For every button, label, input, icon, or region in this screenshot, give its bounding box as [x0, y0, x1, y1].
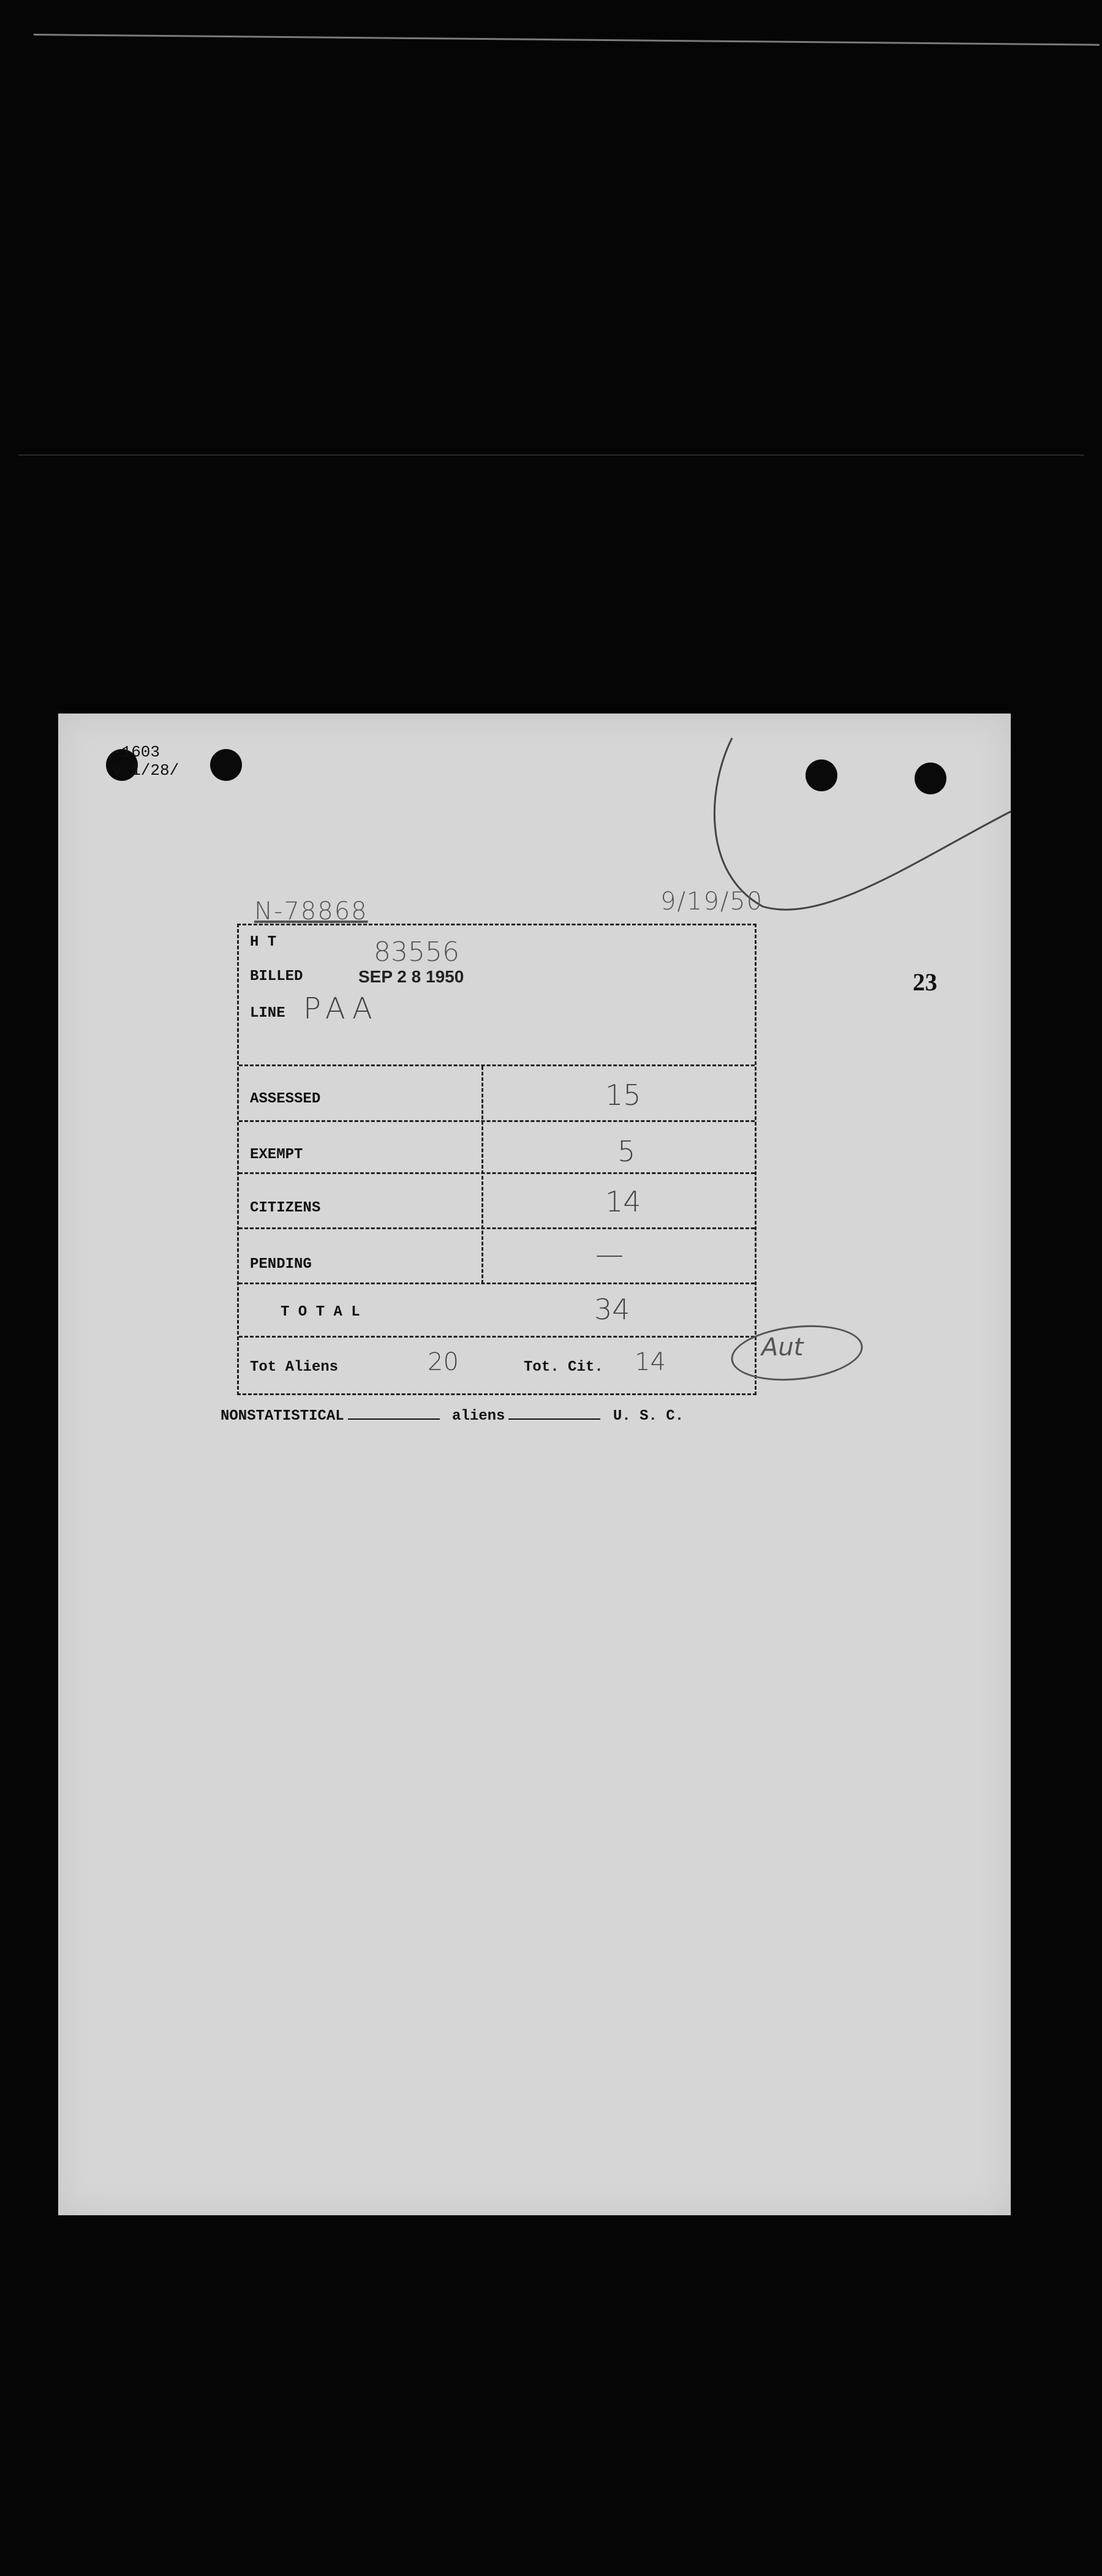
nonstatistical-line [221, 1407, 684, 1425]
aliens-label: aliens [452, 1408, 505, 1425]
assessed-label: ASSESSED [250, 1091, 321, 1107]
assessed-value: 15 [605, 1079, 641, 1112]
tot-aliens-value: 20 [428, 1348, 459, 1376]
handwritten-initials: Aut [761, 1333, 804, 1361]
row-divider [239, 1120, 755, 1122]
nonstatistical-label: NONSTATISTICAL [221, 1408, 344, 1425]
handwritten-date: 9/19/50 [660, 887, 764, 916]
total-label: T O T A L [281, 1304, 360, 1320]
pending-label: PENDING [250, 1256, 312, 1273]
exempt-label: EXEMPT [250, 1147, 303, 1163]
row-divider [239, 1336, 755, 1338]
film-edge-line [18, 454, 1084, 456]
form-code: -1603 v 1/28/ [112, 743, 179, 780]
citizens-label: CITIZENS [250, 1200, 321, 1216]
billed-date-stamp: SEP 2 8 1950 [358, 967, 464, 986]
row-divider [239, 1227, 755, 1229]
pending-value: — [595, 1238, 624, 1271]
tot-aliens-label: Tot Aliens [250, 1359, 339, 1376]
document-page [58, 714, 1011, 2215]
blank-line [348, 1407, 440, 1420]
ht-value: 83556 [374, 936, 459, 968]
exempt-value: 5 [617, 1135, 636, 1168]
ht-label: H T [250, 934, 277, 951]
line-value: PAA [303, 992, 379, 1026]
row-divider [239, 1282, 755, 1284]
row-divider [239, 1064, 755, 1066]
page-number: 23 [913, 968, 937, 996]
tot-cit-label: Tot. Cit. [524, 1359, 603, 1376]
manifest-table [237, 924, 757, 1395]
column-divider [481, 1066, 483, 1284]
billed-label: BILLED [250, 968, 303, 985]
citizens-value: 14 [605, 1185, 641, 1218]
row-divider [239, 1172, 755, 1174]
line-label: LINE [250, 1005, 285, 1022]
usc-label: U. S. C. [613, 1408, 684, 1425]
film-edge-line [34, 34, 1100, 46]
blank-line [508, 1407, 600, 1420]
handwritten-file-number: N-78868 [254, 897, 368, 925]
total-value: 34 [594, 1293, 630, 1326]
tot-cit-value: 14 [635, 1348, 666, 1376]
